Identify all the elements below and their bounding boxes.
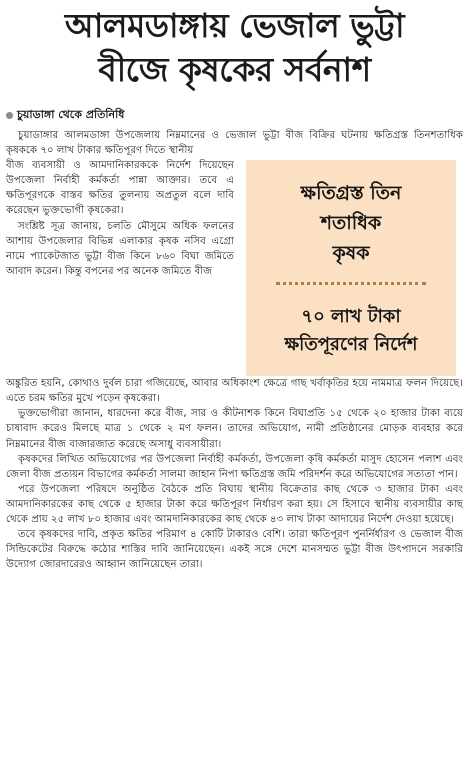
bullet-icon xyxy=(6,112,13,119)
callout-line-3: কৃষক xyxy=(332,241,370,264)
callout-divider xyxy=(276,282,426,285)
byline xyxy=(6,108,463,122)
left-column xyxy=(6,158,234,376)
callout-line-4: ৭০ লাখ টাকা xyxy=(301,305,401,327)
headline-line-2: বীজে কৃষকের সর্বনাশ xyxy=(98,50,371,89)
headline-line-1: আলমডাঙ্গায় ভেজাল ভুট্টা xyxy=(64,6,405,45)
headline xyxy=(6,4,463,92)
highlight-callout xyxy=(246,160,456,376)
callout-wrap xyxy=(6,158,463,376)
left-paragraph-1: বীজ ব্যবসায়ী ও আমদানিকারককে নির্দেশ দিয়েছেন উপজেলা নির্বাহী কর্মকর্তা পান্না আক্তার। তবে এ ক্ষতিপূরণকে বাস্তব ক্ষতির তুলনায় অপ্রতুল বলে দাবি করেছেন ভুক্তভোগী কৃষকেরা। xyxy=(6,160,234,217)
paragraph-2: ভুক্তভোগীরা জানান, ধারদেনা করে বীজ, সার ও কীটনাশক কিনে বিঘাপ্রতি ১৫ থেকে ২০ হাজার টাকা ব্যয়ে চাষাবাদ করেও মিলছে মাত্র ১ থেকে ২ মণ ফলন। তাদের অভিযোগ, নামী প্রতিষ্ঠানের মোড়ক ব্যবহার করে নিম্নমানের বীজ বাজারজাত করেছে অসাধু ব্যবসায়ীরা। xyxy=(6,408,463,450)
paragraph-3: কৃষকদের লিখিত অভিযোগের পর উপজেলা নির্বাহী কর্মকর্তা, উপজেলা কৃষি কর্মকর্তা মাসুদ হোসেন পলাশ এবং জেলা বীজ প্রত্যয়ন বিভাগের কর্মকর্তা সালমা জাহান নিপা ক্ষতিগ্রস্ত জমি পরিদর্শন করে অভিযোগের সত্যতা পান। xyxy=(6,453,463,480)
paragraph-4: পরে উপজেলা পরিষদে অনুষ্ঠিত বৈঠকে প্রতি বিঘায় স্থানীয় বিক্রেতার কাছ থেকে ৩ হাজার টাকা এবং আমদানিকারকের কাছ থেকে ৫ হাজার টাকা করে ক্ষতিপূরণ নির্ধারণ করা হয়। সে হিসাবে স্থানীয় ব্যবসায়ীর কাছ থেকে প্রায় ২৫ লাখ ৮০ হাজার এবং আমদানিকারকের কাছ থেকে ৪৩ লাখ টাকা আদায়ের নির্দেশ দেওয়া হয়েছে। xyxy=(6,483,463,526)
callout-line-1: ক্ষতিগ্রস্ত তিন xyxy=(300,181,402,204)
paragraph-5: তবে কৃষকদের দাবি, প্রকৃত ক্ষতির পরিমাণ ৪ কোটি টাকারও বেশি। তারা ক্ষতিপূরণ পুনর্নির্ধারণ ও ভেজাল বীজ সিন্ডিকেটের বিরুদ্ধে কঠোর শাস্তির দাবি জানিয়েছেন। একই সঙ্গে দেশে মানসম্মত ভুট্টা বীজ উৎপাদনে সরকারি উদ্যোগ জোরদারেরও আহ্বান জানিয়েছেন তারা। xyxy=(6,529,463,571)
left-paragraph-2: সংশ্লিষ্ট সূত্র জানায়, চলতি মৌসুমে অধিক ফলনের আশায় উপজেলার বিভিন্ন এলাকার কৃষক নসিব এগ্রো নামে প্যাকেটজাত ভুট্টা বীজ কিনে ৮৬০ বিঘা জমিতে আবাদ করেন। কিন্তু বপনের পর অনেক জমিতে বীজ xyxy=(6,220,234,277)
article-body xyxy=(6,128,463,572)
paragraph-1: অঙ্কুরিত হয়নি, কোথাও দুর্বল চারা গজিয়েছে, আবার অধিকাংশ ক্ষেত্রে গাছ খর্বাকৃতির হয়ে নামমাত্র ফলন দিয়েছে। এতে চরম ক্ষতির মুখে পড়েন কৃষকেরা। xyxy=(6,378,463,405)
intro-paragraph: চুয়াডাঙ্গার আলমডাঙ্গা উপজেলায় নিম্নমানের ও ভেজাল ভুট্টা বীজ বিক্রির ঘটনায় ক্ষতিগ্রস্ত তিনশতাধিক কৃষককে ৭০ লাখ টাকার ক্ষতিপূরণ দিতে স্থানীয় xyxy=(6,130,463,157)
news-article xyxy=(0,4,469,777)
byline-text: চুয়াডাঙ্গা থেকে প্রতিনিধি xyxy=(17,108,125,121)
callout-line-2: শতাধিক xyxy=(320,211,382,234)
callout-line-5: ক্ষতিপূরণের নির্দেশ xyxy=(284,333,418,355)
